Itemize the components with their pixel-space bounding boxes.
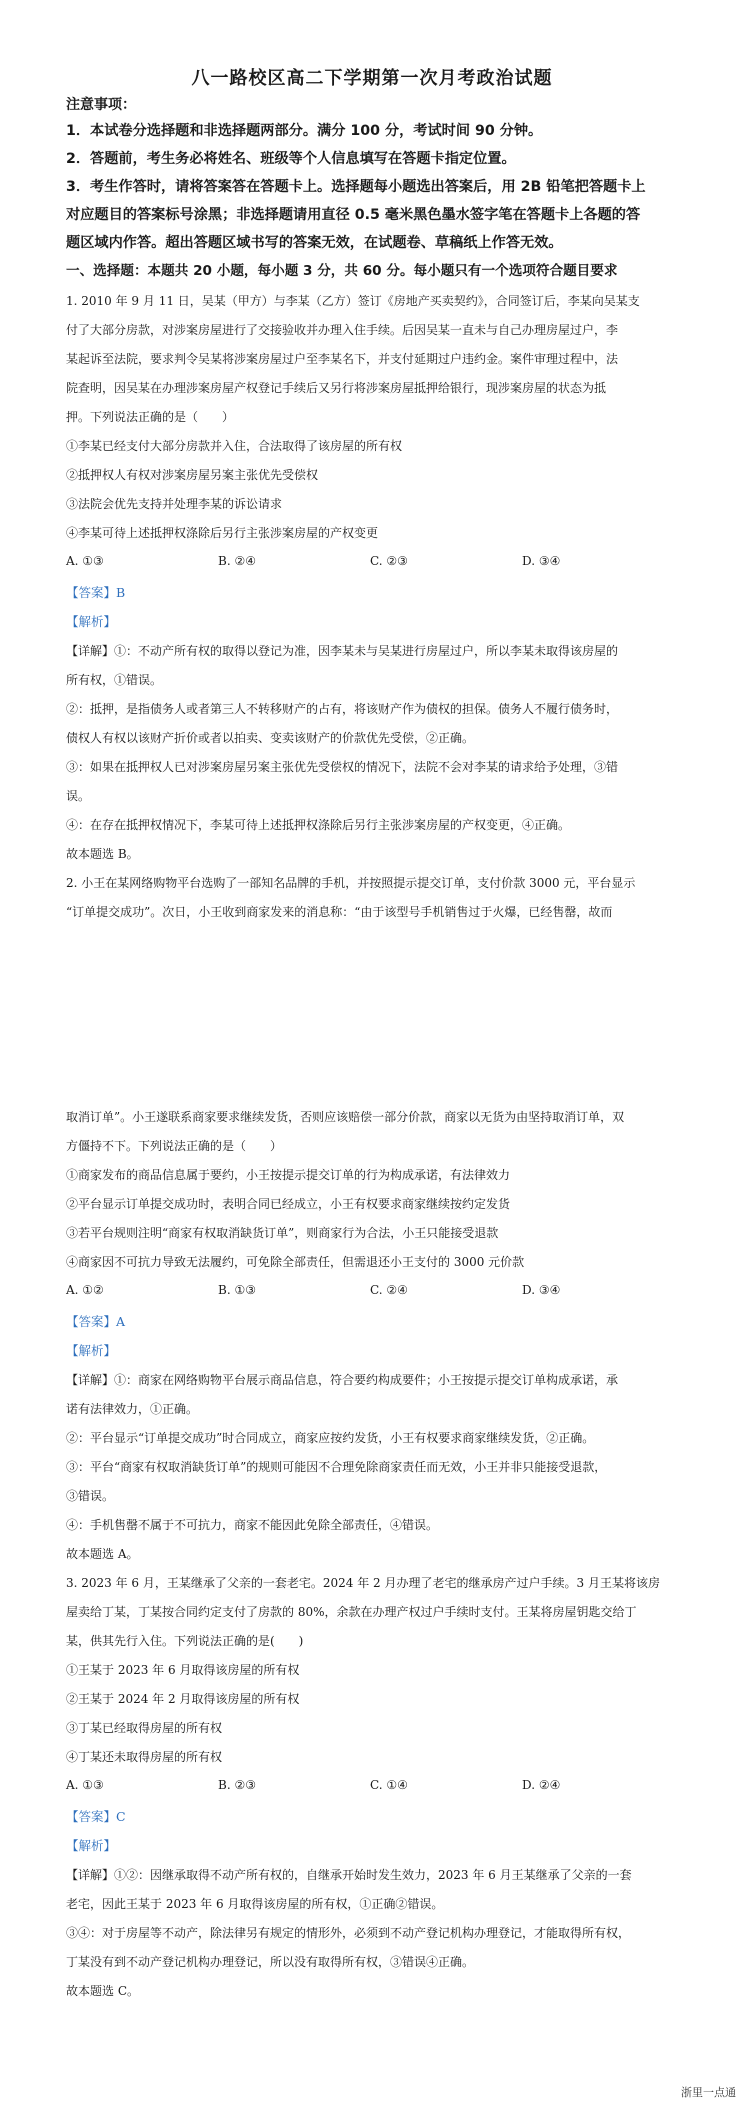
q1-detail-line: ②：抵押，是指债务人或者第三人不转移财产的占有，将该财产作为债权的担保。债务人不履行债务时， bbox=[66, 702, 619, 716]
option-c: C. ②④ bbox=[370, 1283, 408, 1297]
q1-detail-line: ③：如果在抵押权人已对涉案房屋另案主张优先受偿权的情况下，法院不会对李某的请求给予处理，③错 bbox=[66, 760, 619, 774]
option-a: A. ①③ bbox=[66, 554, 104, 568]
q3-stem-line: 3. 2023 年 6 月，王某继承了父亲的一套老宅。2024 年 2 月办理了老宅的继承房产过户手续。3 月王某将该房 bbox=[66, 1576, 660, 1590]
q3-stem-line: 某，供其先行入住。下列说法正确的是( ) bbox=[66, 1634, 304, 1648]
q3-item: ②王某于 2024 年 2 月取得该房屋的所有权 bbox=[66, 1692, 300, 1706]
q2-stem-line: 取消订单”。小王遂联系商家要求继续发货，否则应该赔偿一部分价款，商家以无货为由坚持取消订单，双 bbox=[66, 1110, 625, 1124]
q3-detail-line: 老宅，因此王某于 2023 年 6 月取得该房屋的所有权，①正确②错误。 bbox=[66, 1897, 444, 1911]
q1-detail-line: 故本题选 B。 bbox=[66, 847, 139, 861]
q2-detail-line: 故本题选 A。 bbox=[66, 1547, 139, 1561]
option-d: D. ③④ bbox=[522, 554, 561, 568]
q2-detail-line: ②：平台显示“订单提交成功”时合同成立，商家应按约发货，小王有权要求商家继续发货，②正确。 bbox=[66, 1431, 595, 1445]
q1-item: ②抵押权人有权对涉案房屋另案主张优先受偿权 bbox=[66, 468, 319, 482]
q1-stem-line: 某起诉至法院，要求判令吴某将涉案房屋过户至李某名下，并支付延期过户违约金。案件审理过程中，法 bbox=[66, 352, 619, 366]
q1-item: ③法院会优先支持并处理李某的诉讼请求 bbox=[66, 497, 283, 511]
q2-detail-line: ③错误。 bbox=[66, 1489, 115, 1503]
q2-answer: 【答案】A bbox=[66, 1314, 126, 1329]
option-d: D. ③④ bbox=[522, 1283, 561, 1297]
q1-item: ①李某已经支付大部分房款并入住，合法取得了该房屋的所有权 bbox=[66, 439, 403, 453]
notice-line: 3．考生作答时，请将答案答在答题卡上。选择题每小题选出答案后，用 2B 铅笔把答题卡上 bbox=[66, 179, 646, 195]
q2-stem-line: “订单提交成功”。次日，小王收到商家发来的消息称：“由于该型号手机销售过于火爆，已经售罄，故而 bbox=[66, 905, 613, 919]
q1-detail-line: 债权人有权以该财产折价或者以拍卖、变卖该财产的价款优先受偿，②正确。 bbox=[66, 731, 475, 745]
q3-detail-line: ③④：对于房屋等不动产，除法律另有规定的情形外，必须到不动产登记机构办理登记，才能取得所有权， bbox=[66, 1926, 631, 1940]
q1-item: ④李某可待上述抵押权涤除后另行主张涉案房屋的产权变更 bbox=[66, 526, 379, 540]
q2-analysis-tag: 【解析】 bbox=[66, 1343, 117, 1358]
option-a: A. ①③ bbox=[66, 1778, 104, 1792]
q3-detail-line: 丁某没有到不动产登记机构办理登记，所以没有取得所有权，③错误④正确。 bbox=[66, 1955, 475, 1969]
q3-detail-line: 【详解】①②：因继承取得不动产所有权的，自继承开始时发生效力，2023 年 6 月王某继承了父亲的一套 bbox=[66, 1868, 632, 1882]
q1-options bbox=[66, 554, 686, 572]
notice-line: 对应题目的答案标号涂黑；非选择题请用直径 0.5 毫米黑色墨水签字笔在答题卡上各题的答 bbox=[66, 207, 641, 223]
q2-detail-line: ④：手机售罄不属于不可抗力，商家不能因此免除全部责任，④错误。 bbox=[66, 1518, 439, 1532]
q1-stem-line: 付了大部分房款，对涉案房屋进行了交接验收并办理入住手续。后因吴某一直未与自己办理房屋过户，李 bbox=[66, 323, 619, 337]
q2-detail-line: ③：平台“商家有权取消缺货订单”的规则可能因不合理免除商家责任而无效，小王并非只能接受退款， bbox=[66, 1460, 607, 1474]
notice-heading: 注意事项： bbox=[66, 97, 136, 113]
q3-item: ①王某于 2023 年 6 月取得该房屋的所有权 bbox=[66, 1663, 300, 1677]
q2-options bbox=[66, 1283, 686, 1301]
notice-line: 1．本试卷分选择题和非选择题两部分。满分 100 分，考试时间 90 分钟。 bbox=[66, 123, 543, 139]
option-b: B. ①③ bbox=[218, 1283, 256, 1297]
exam-title: 八一路校区高二下学期第一次月考政治试题 bbox=[191, 68, 553, 89]
q2-item: ②平台显示订单提交成功时，表明合同已经成立，小王有权要求商家继续按约定发货 bbox=[66, 1197, 511, 1211]
q3-answer: 【答案】C bbox=[66, 1809, 126, 1824]
notice-line: 2．答题前，考生务必将姓名、班级等个人信息填写在答题卡指定位置。 bbox=[66, 151, 516, 167]
footer-watermark: 浙里一点通 bbox=[681, 2086, 736, 2099]
q2-item: ③若平台规则注明“商家有权取消缺货订单”，则商家行为合法，小王只能接受退款 bbox=[66, 1226, 499, 1240]
q1-analysis-tag: 【解析】 bbox=[66, 614, 117, 629]
q2-stem-line: 2. 小王在某网络购物平台选购了一部知名品牌的手机，并按照提示提交订单，支付价款 3000 元，平台显示 bbox=[66, 876, 636, 890]
q1-answer: 【答案】B bbox=[66, 585, 126, 600]
q1-stem-line: 1. 2010 年 9 月 11 日，吴某（甲方）与李某（乙方）签订《房地产买卖契约》，合同签订后，李某向吴某支 bbox=[66, 294, 640, 308]
q2-item: ①商家发布的商品信息属于要约，小王按提示提交订单的行为构成承诺，有法律效力 bbox=[66, 1168, 511, 1182]
option-b: B. ②④ bbox=[218, 554, 256, 568]
q1-detail-line: 所有权，①错误。 bbox=[66, 673, 163, 687]
q3-options bbox=[66, 1778, 686, 1796]
q1-detail-line: 【详解】①：不动产所有权的取得以登记为准，因李某未与吴某进行房屋过户，所以李某未取得该房屋的 bbox=[66, 644, 619, 658]
q3-detail-line: 故本题选 C。 bbox=[66, 1984, 139, 1998]
option-b: B. ②③ bbox=[218, 1778, 256, 1792]
option-d: D. ②④ bbox=[522, 1778, 561, 1792]
q2-detail-line: 【详解】①：商家在网络购物平台展示商品信息，符合要约构成要件；小王按提示提交订单构成承诺，承 bbox=[66, 1373, 619, 1387]
q2-detail-line: 诺有法律效力，①正确。 bbox=[66, 1402, 199, 1416]
q3-analysis-tag: 【解析】 bbox=[66, 1838, 117, 1853]
q2-stem-line: 方僵持不下。下列说法正确的是（ ） bbox=[66, 1139, 283, 1153]
q3-item: ④丁某还未取得房屋的所有权 bbox=[66, 1750, 223, 1764]
q1-stem-line: 押。下列说法正确的是（ ） bbox=[66, 410, 235, 424]
option-c: C. ②③ bbox=[370, 554, 408, 568]
q3-item: ③丁某已经取得房屋的所有权 bbox=[66, 1721, 223, 1735]
q2-item: ④商家因不可抗力导致无法履约，可免除全部责任，但需退还小王支付的 3000 元价款 bbox=[66, 1255, 525, 1269]
notice-line: 题区域内作答。超出答题区域书写的答案无效，在试题卷、草稿纸上作答无效。 bbox=[66, 235, 563, 251]
q1-detail-line: ④：在存在抵押权情况下，李某可待上述抵押权涤除后另行主张涉案房屋的产权变更，④正确。 bbox=[66, 818, 571, 832]
q1-stem-line: 院查明，因吴某在办理涉案房屋产权登记手续后又另行将涉案房屋抵押给银行，现涉案房屋的状态为抵 bbox=[66, 381, 607, 395]
q1-detail-line: 误。 bbox=[66, 789, 91, 803]
option-c: C. ①④ bbox=[370, 1778, 408, 1792]
section-heading: 一、选择题：本题共 20 小题，每小题 3 分，共 60 分。每小题只有一个选项符合题目要求 bbox=[66, 263, 618, 279]
option-a: A. ①② bbox=[66, 1283, 104, 1297]
q3-stem-line: 屋卖给丁某，丁某按合同约定支付了房款的 80%，余款在办理产权过户手续时支付。王某将房屋钥匙交给丁 bbox=[66, 1605, 637, 1619]
